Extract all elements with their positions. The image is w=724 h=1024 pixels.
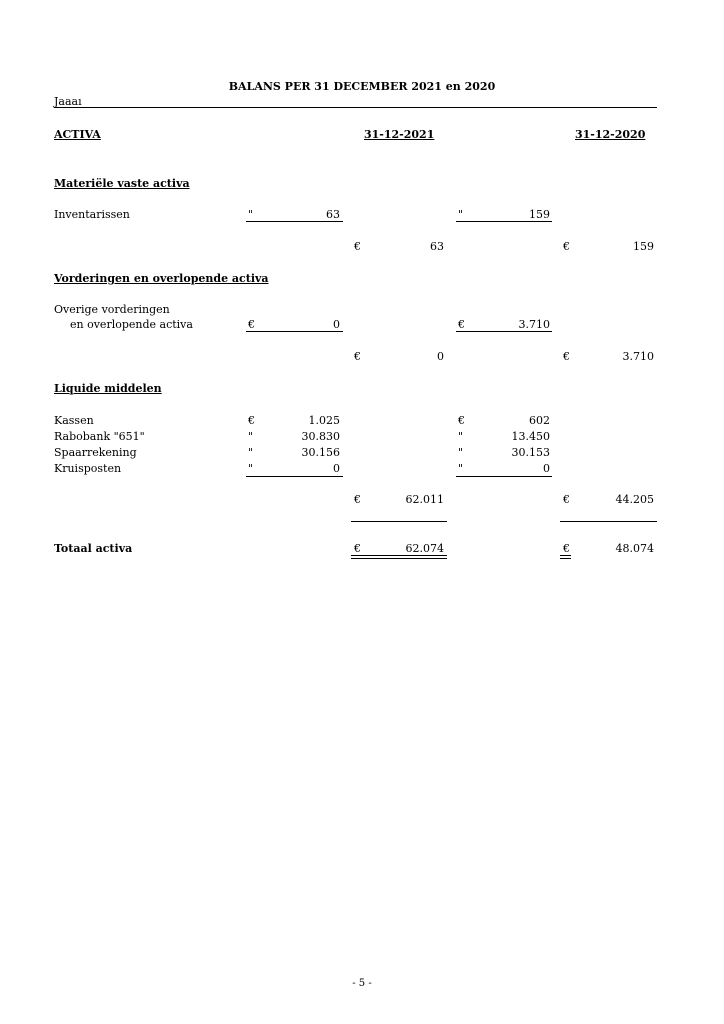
page-number: - 5 - xyxy=(352,978,372,989)
subtotal-rule xyxy=(246,221,343,222)
row-label-overige-vorderingen: Overige vorderingen xyxy=(54,303,170,316)
row-value-2020: 30.153 xyxy=(511,446,550,459)
subtotal-rule xyxy=(246,476,343,477)
subtotal-rule xyxy=(246,331,343,332)
total-symbol: € xyxy=(354,240,361,253)
row-value-2020: 0 xyxy=(543,462,550,475)
section-heading-vorderingen: Vorderingen en overlopende activa xyxy=(54,272,269,285)
row-label-kruisposten: Kruisposten xyxy=(54,462,122,475)
grand-total-double-rule xyxy=(351,555,447,559)
grand-total-label: Totaal activa xyxy=(54,542,133,555)
subtotal-rule xyxy=(456,221,552,222)
section-total-2020: 3.710 xyxy=(622,350,654,363)
total-symbol: € xyxy=(563,240,570,253)
row-symbol: " xyxy=(458,430,464,443)
row-value-2021: 30.156 xyxy=(301,446,340,459)
row-symbol: " xyxy=(458,462,464,475)
section-total-2021: 62.011 xyxy=(405,493,444,506)
row-label-kassen: Kassen xyxy=(54,414,94,427)
organization-name: Jaaaı xyxy=(54,95,82,108)
row-value-2020: 3.710 xyxy=(518,318,550,331)
row-label-spaarrekening: Spaarrekening xyxy=(54,446,137,459)
row-value-2021: 30.830 xyxy=(301,430,340,443)
row-value-2021: 0 xyxy=(333,318,340,331)
total-symbol: € xyxy=(354,493,361,506)
row-label-inventarissen: Inventarissen xyxy=(54,208,130,221)
total-symbol: € xyxy=(563,493,570,506)
row-value-2021: 63 xyxy=(326,208,340,221)
subtotal-rule xyxy=(456,476,552,477)
row-symbol: € xyxy=(458,414,465,427)
row-value-2020: 602 xyxy=(529,414,550,427)
page-title: BALANS PER 31 DECEMBER 2021 en 2020 xyxy=(228,80,496,93)
row-value-2021: 0 xyxy=(333,462,340,475)
row-value-2021: 1.025 xyxy=(308,414,340,427)
activa-heading: ACTIVA xyxy=(54,128,101,141)
row-label-rabobank: Rabobank "651" xyxy=(54,430,145,443)
row-symbol: " xyxy=(458,208,464,221)
total-rule xyxy=(351,521,447,522)
row-symbol: € xyxy=(248,318,255,331)
total-rule xyxy=(560,521,657,522)
row-value-2020: 159 xyxy=(529,208,550,221)
total-symbol: € xyxy=(354,542,361,555)
row-symbol: € xyxy=(458,318,465,331)
total-symbol: € xyxy=(354,350,361,363)
section-total-2021: 0 xyxy=(437,350,444,363)
subtotal-rule xyxy=(456,331,552,332)
section-total-2020: 159 xyxy=(633,240,654,253)
section-heading-liquide: Liquide middelen xyxy=(54,382,162,395)
grand-total-2021: 62.074 xyxy=(405,542,444,555)
row-symbol: " xyxy=(248,446,254,459)
section-heading-materiele: Materiële vaste activa xyxy=(54,177,190,190)
section-total-2020: 44.205 xyxy=(615,493,654,506)
column-header-2020: 31-12-2020 xyxy=(575,128,646,141)
grand-total-2020: 48.074 xyxy=(615,542,654,555)
grand-total-double-rule xyxy=(560,555,571,559)
column-header-2021: 31-12-2021 xyxy=(364,128,435,141)
row-symbol: " xyxy=(458,446,464,459)
section-total-2021: 63 xyxy=(430,240,444,253)
row-symbol: " xyxy=(248,462,254,475)
row-symbol: " xyxy=(248,430,254,443)
row-label-overlopende-activa: en overlopende activa xyxy=(70,318,193,331)
row-symbol: € xyxy=(248,414,255,427)
total-symbol: € xyxy=(563,542,570,555)
total-symbol: € xyxy=(563,350,570,363)
row-value-2020: 13.450 xyxy=(511,430,550,443)
row-symbol: " xyxy=(248,208,254,221)
header-rule xyxy=(54,107,657,108)
